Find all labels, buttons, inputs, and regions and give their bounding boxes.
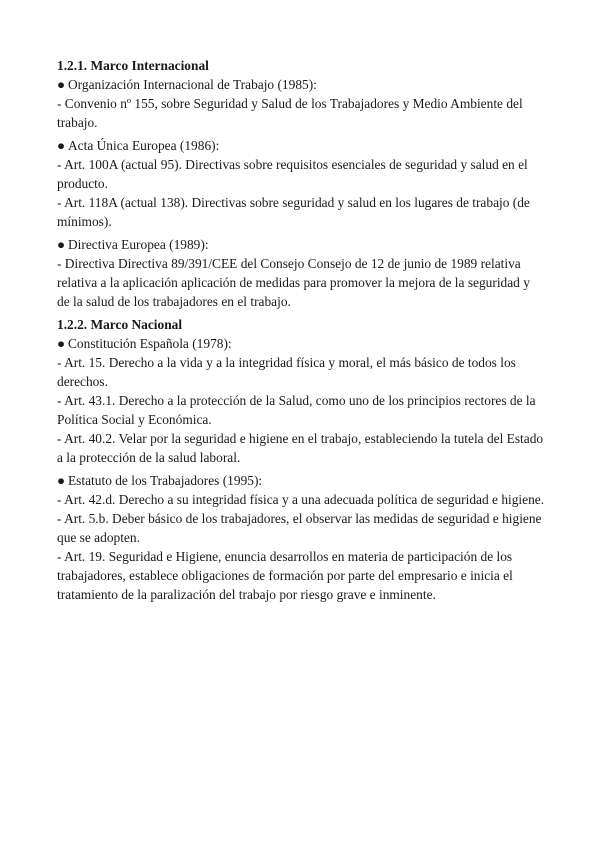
section-heading: 1.2.1. Marco Internacional xyxy=(57,58,209,73)
bullet-text: Organización Internacional de Trabajo (1985): xyxy=(68,77,317,92)
article-item: - Art. 19. Seguridad e Higiene, enuncia desarrollos en materia de participación de los trabajadores, establece obligaciones de formación por parte del empresario e inicia el tratamiento de la paralización del trabajo por riesgo grave e inminente. xyxy=(57,549,513,602)
bullet-icon: ● xyxy=(57,237,66,252)
article-item: - Directiva Directiva 89/391/CEE del Consejo Consejo de 12 de junio de 1989 relativa relativa a la aplicación aplicación de medidas para promover la mejora de la seguridad y de la salud de los trabajadores en el trabajo. xyxy=(57,256,530,309)
article-item: - Art. 15. Derecho a la vida y a la integridad física y moral, el más básico de todos los derechos. xyxy=(57,355,516,389)
group-estatuto xyxy=(57,471,545,604)
group-constitucion xyxy=(57,334,545,467)
article-item: - Art. 5.b. Deber básico de los trabajadores, el observar las medidas de seguridad e higiene que se adopten. xyxy=(57,511,542,545)
group-directiva-europea xyxy=(57,235,545,311)
bullet-icon: ● xyxy=(57,336,66,351)
bullet-item xyxy=(57,235,545,254)
bullet-icon: ● xyxy=(57,473,66,488)
article-item: - Art. 43.1. Derecho a la protección de la Salud, como uno de los principios rectores de la Política Social y Económica. xyxy=(57,393,536,427)
bullet-item xyxy=(57,471,545,490)
article-item: - Convenio nº 155, sobre Seguridad y Salud de los Trabajadores y Medio Ambiente del trabajo. xyxy=(57,96,523,130)
document-page xyxy=(57,56,545,608)
article-item: - Art. 118A (actual 138). Directivas sobre seguridad y salud en los lugares de trabajo (de mínimos). xyxy=(57,195,530,229)
bullet-item xyxy=(57,75,545,94)
group-oit xyxy=(57,75,545,132)
bullet-icon: ● xyxy=(57,77,66,92)
section-heading: 1.2.2. Marco Nacional xyxy=(57,317,183,332)
bullet-text: Acta Única Europea (1986): xyxy=(68,138,220,153)
group-acta-unica xyxy=(57,136,545,231)
section-marco-nacional xyxy=(57,315,545,604)
bullet-icon: ● xyxy=(57,138,66,153)
bullet-text: Constitución Española (1978): xyxy=(68,336,232,351)
bullet-item xyxy=(57,334,545,353)
section-marco-internacional xyxy=(57,56,545,311)
bullet-text: Directiva Europea (1989): xyxy=(68,237,209,252)
bullet-text: Estatuto de los Trabajadores (1995): xyxy=(68,473,263,488)
bullet-item xyxy=(57,136,545,155)
article-item: - Art. 100A (actual 95). Directivas sobre requisitos esenciales de seguridad y salud en el producto. xyxy=(57,157,528,191)
article-item: - Art. 40.2. Velar por la seguridad e higiene en el trabajo, estableciendo la tutela del Estado a la protección de la salud laboral. xyxy=(57,431,544,465)
article-item: - Art. 42.d. Derecho a su integridad física y a una adecuada política de seguridad e higiene. xyxy=(57,492,545,507)
